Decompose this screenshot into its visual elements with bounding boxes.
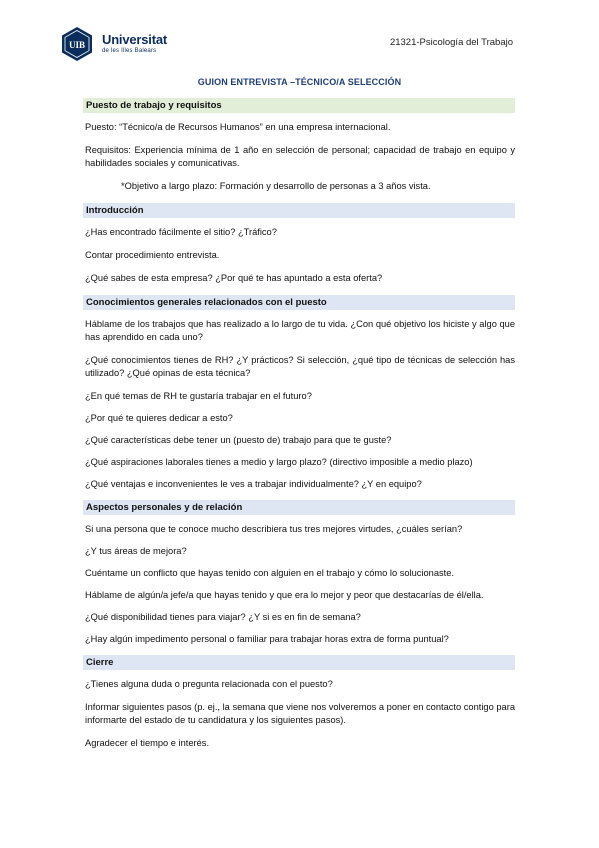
- paragraph: ¿Qué ventajas e inconvenientes le ves a trabajar individualmente? ¿Y en equipo?: [85, 479, 422, 489]
- section-heading-introduccion: Introducción: [83, 203, 515, 218]
- paragraph: Si una persona que te conoce mucho describiera tus tres mejores virtudes, ¿cuáles serían?: [85, 524, 463, 534]
- document-title: GUION ENTREVISTA –TÉCNICO/A SELECCIÓN: [197, 77, 402, 87]
- paragraph: ¿Qué características debe tener un (puesto de) trabajo para que te guste?: [85, 435, 392, 445]
- logo-monogram: UIB: [68, 40, 86, 50]
- section-heading-aspectos-personales: Aspectos personales y de relación: [83, 500, 515, 515]
- document-body: [83, 98, 515, 760]
- paragraph: ¿Por qué te quieres dedicar a esto?: [85, 413, 233, 423]
- paragraph: Requisitos: Experiencia mínima de 1 año en selección de personal; capacidad de trabajo en equipo y habilidades sociales y comunicativas.: [85, 145, 515, 168]
- uib-seal-icon: [59, 26, 95, 62]
- paragraph: ¿En qué temas de RH te gustaría trabajar en el futuro?: [85, 391, 312, 401]
- paragraph: Cuéntame un conflicto que hayas tenido con alguien en el trabajo y cómo lo solucionaste.: [85, 568, 455, 578]
- section-heading-puesto: Puesto de trabajo y requisitos: [83, 98, 515, 113]
- paragraph: ¿Qué sabes de esta empresa? ¿Por qué te has apuntado a esta oferta?: [85, 273, 383, 283]
- course-label: 21321-Psicología del Trabajo: [389, 37, 513, 48]
- paragraph: ¿Qué aspiraciones laborales tienes a medio y largo plazo? (directivo imposible a medio plazo): [85, 457, 473, 467]
- logo-subtitle: de les Illes Balears: [102, 48, 157, 54]
- university-logo: [59, 26, 179, 66]
- paragraph: Háblame de los trabajos que has realizado a lo largo de tu vida. ¿Con qué objetivo los hiciste y algo que has aprendido en cada uno?: [85, 319, 515, 342]
- paragraph: ¿Qué conocimientos tienes de RH? ¿Y prácticos? Si selección, ¿qué tipo de técnicas de selección has utilizado? ¿Qué opinas de esta técnica?: [85, 355, 515, 378]
- paragraph: Puesto: “Técnico/a de Recursos Humanos” en una empresa internacional.: [85, 122, 391, 132]
- paragraph: Informar siguientes pasos (p. ej., la semana que viene nos volveremos a poner en contacto contigo para informarte del estado de tu candidatura y los siguientes pasos).: [85, 702, 515, 725]
- section-heading-cierre: Cierre: [83, 655, 515, 670]
- paragraph: ¿Tienes alguna duda o pregunta relacionada con el puesto?: [85, 679, 333, 689]
- logo-name: Universitat: [102, 32, 167, 47]
- paragraph: Agradecer el tiempo e interés.: [85, 738, 210, 748]
- section-heading-conocimientos: Conocimientos generales relacionados con el puesto: [83, 295, 515, 310]
- paragraph: ¿Has encontrado fácilmente el sitio? ¿Tráfico?: [85, 227, 277, 237]
- objective-note: *Objetivo a largo plazo: Formación y desarrollo de personas a 3 años vista.: [121, 181, 431, 191]
- paragraph: Contar procedimiento entrevista.: [85, 250, 220, 260]
- paragraph: ¿Y tus áreas de mejora?: [85, 546, 187, 556]
- paragraph: ¿Hay algún impedimento personal o familiar para trabajar horas extra de forma puntual?: [85, 634, 449, 644]
- paragraph: ¿Qué disponibilidad tienes para viajar? ¿Y si es en fin de semana?: [85, 612, 361, 622]
- paragraph: Háblame de algún/a jefe/a que hayas tenido y que era lo mejor y peor que destacarías de él/ella.: [85, 590, 484, 600]
